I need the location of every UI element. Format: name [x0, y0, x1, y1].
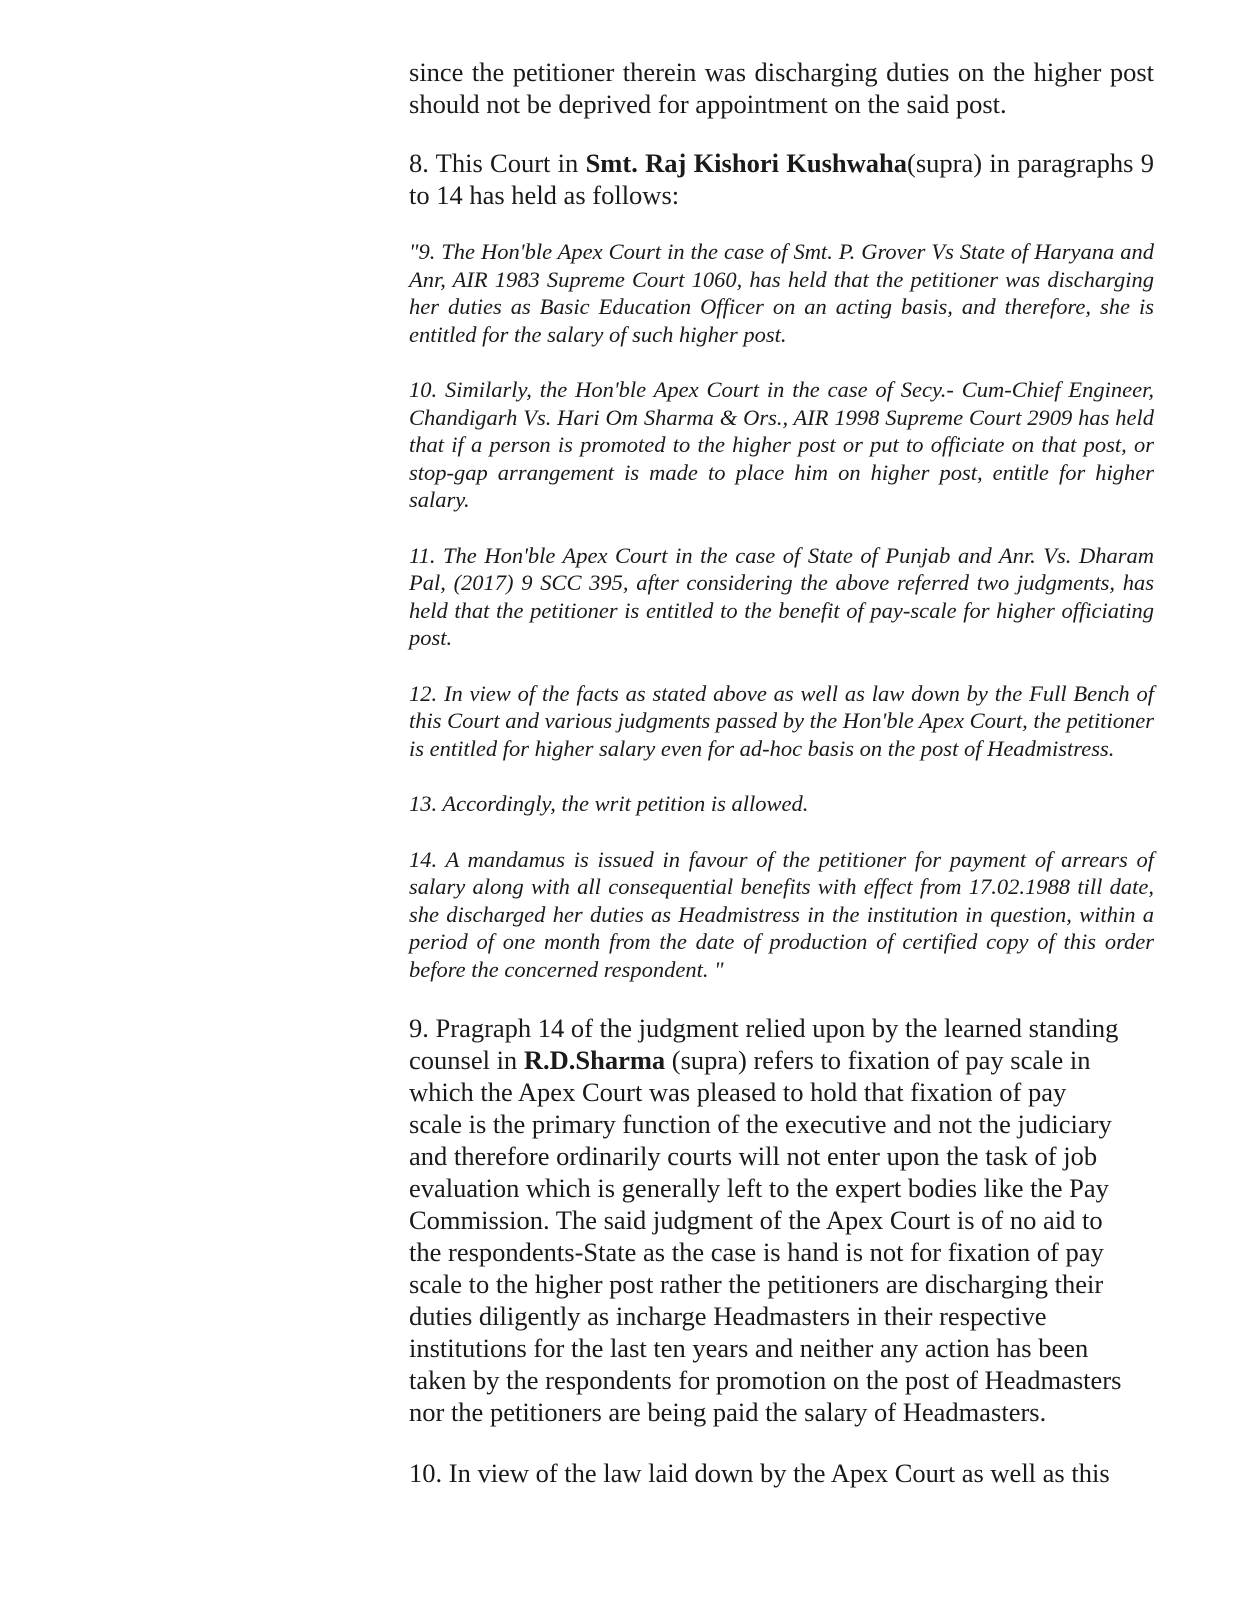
case-name-kushwaha: Smt. Raj Kishori Kushwaha	[585, 148, 908, 178]
paragraph-8-suffix: (supra) in paragraphs 9 to 14 has held as follows:	[409, 148, 1154, 210]
paragraph-9-line	[409, 1044, 1154, 1076]
quoted-paragraph-12: 12. In view of the facts as stated above as well as law down by the Full Bench of this Court and various judgments passed by the Hon'ble Apex Court, the petitioner is entitled for higher salary even for ad-hoc basis on the post of Headmistress.	[409, 680, 1154, 761]
quoted-paragraph-13: 13. Accordingly, the writ petition is allowed.	[409, 791, 809, 816]
intro-paragraph: since the petitioner therein was discharging duties on the higher post should not be deprived for appointment on the said post.	[409, 57, 1154, 119]
paragraph-9-line: nor the petitioners are being paid the salary of Headmasters.	[409, 1397, 1047, 1427]
paragraph-9-line: the respondents-State as the case is hand is not for fixation of pay	[409, 1237, 1104, 1267]
paragraph-9-line: which the Apex Court was pleased to hold that fixation of pay	[409, 1077, 1067, 1107]
quoted-paragraph-14: 14. A mandamus is issued in favour of the petitioner for payment of arrears of salary along with all consequential benefits with effect from 17.02.1988 till date, she discharged her duties as Headmistress in the institution in question, within a period of one month from the date of production of certified copy of this order before the concerned respondent. "	[409, 846, 1154, 982]
paragraph-9-line2-prefix: counsel in	[409, 1045, 524, 1075]
case-name-rd-sharma: R.D.Sharma	[523, 1045, 666, 1075]
paragraph-9-line: and therefore ordinarily courts will not enter upon the task of job	[409, 1141, 1098, 1171]
quoted-paragraph-9: "9. The Hon'ble Apex Court in the case of Smt. P. Grover Vs State of Haryana and Anr, AIR 1983 Supreme Court 1060, has held that the petitioner was discharging her duties as Basic Education Officer on an acting basis, and therefore, she is entitled for the salary of such higher post.	[409, 239, 1154, 347]
quoted-paragraph-11: 11. The Hon'ble Apex Court in the case of State of Punjab and Anr. Vs. Dharam Pal, (2017) 9 SCC 395, after considering the above referred two judgments, has held that the petitioner is entitled to the benefit of pay-scale for higher officiating post.	[409, 542, 1154, 650]
quoted-paragraph-10: 10. Similarly, the Hon'ble Apex Court in the case of Secy.- Cum-Chief Engineer, Chandigarh Vs. Hari Om Sharma & Ors., AIR 1998 Supreme Court 2909 has held that if a person is promoted to the higher post or put to officiate on that post, or stop-gap arrangement is made to place him on higher post, entitle for higher salary.	[409, 377, 1154, 512]
paragraph-9-line: Commission. The said judgment of the Apex Court is of no aid to	[409, 1205, 1103, 1235]
paragraph-9-line: scale to the higher post rather the petitioners are discharging their	[409, 1269, 1104, 1299]
paragraph-9-line: 9. Pragraph 14 of the judgment relied upon by the learned standing	[409, 1013, 1119, 1043]
paragraph-9-line: institutions for the last ten years and neither any action has been	[409, 1333, 1089, 1363]
paragraph-9-line2-suffix: (supra) refers to fixation of pay scale in	[665, 1045, 1091, 1075]
paragraph-10: 10. In view of the law laid down by the Apex Court as well as this	[409, 1458, 1110, 1488]
paragraph-9	[409, 1012, 1154, 1428]
paragraph-9-line: taken by the respondents for promotion on the post of Headmasters	[409, 1365, 1122, 1395]
paragraph-9-line: duties diligently as incharge Headmasters in their respective	[409, 1301, 1047, 1331]
document-page	[409, 56, 1154, 1489]
paragraph-8	[409, 147, 1154, 211]
paragraph-9-line: evaluation which is generally left to the expert bodies like the Pay	[409, 1173, 1109, 1203]
paragraph-9-line: scale is the primary function of the executive and not the judiciary	[409, 1109, 1112, 1139]
paragraph-8-prefix: 8. This Court in	[409, 148, 586, 178]
